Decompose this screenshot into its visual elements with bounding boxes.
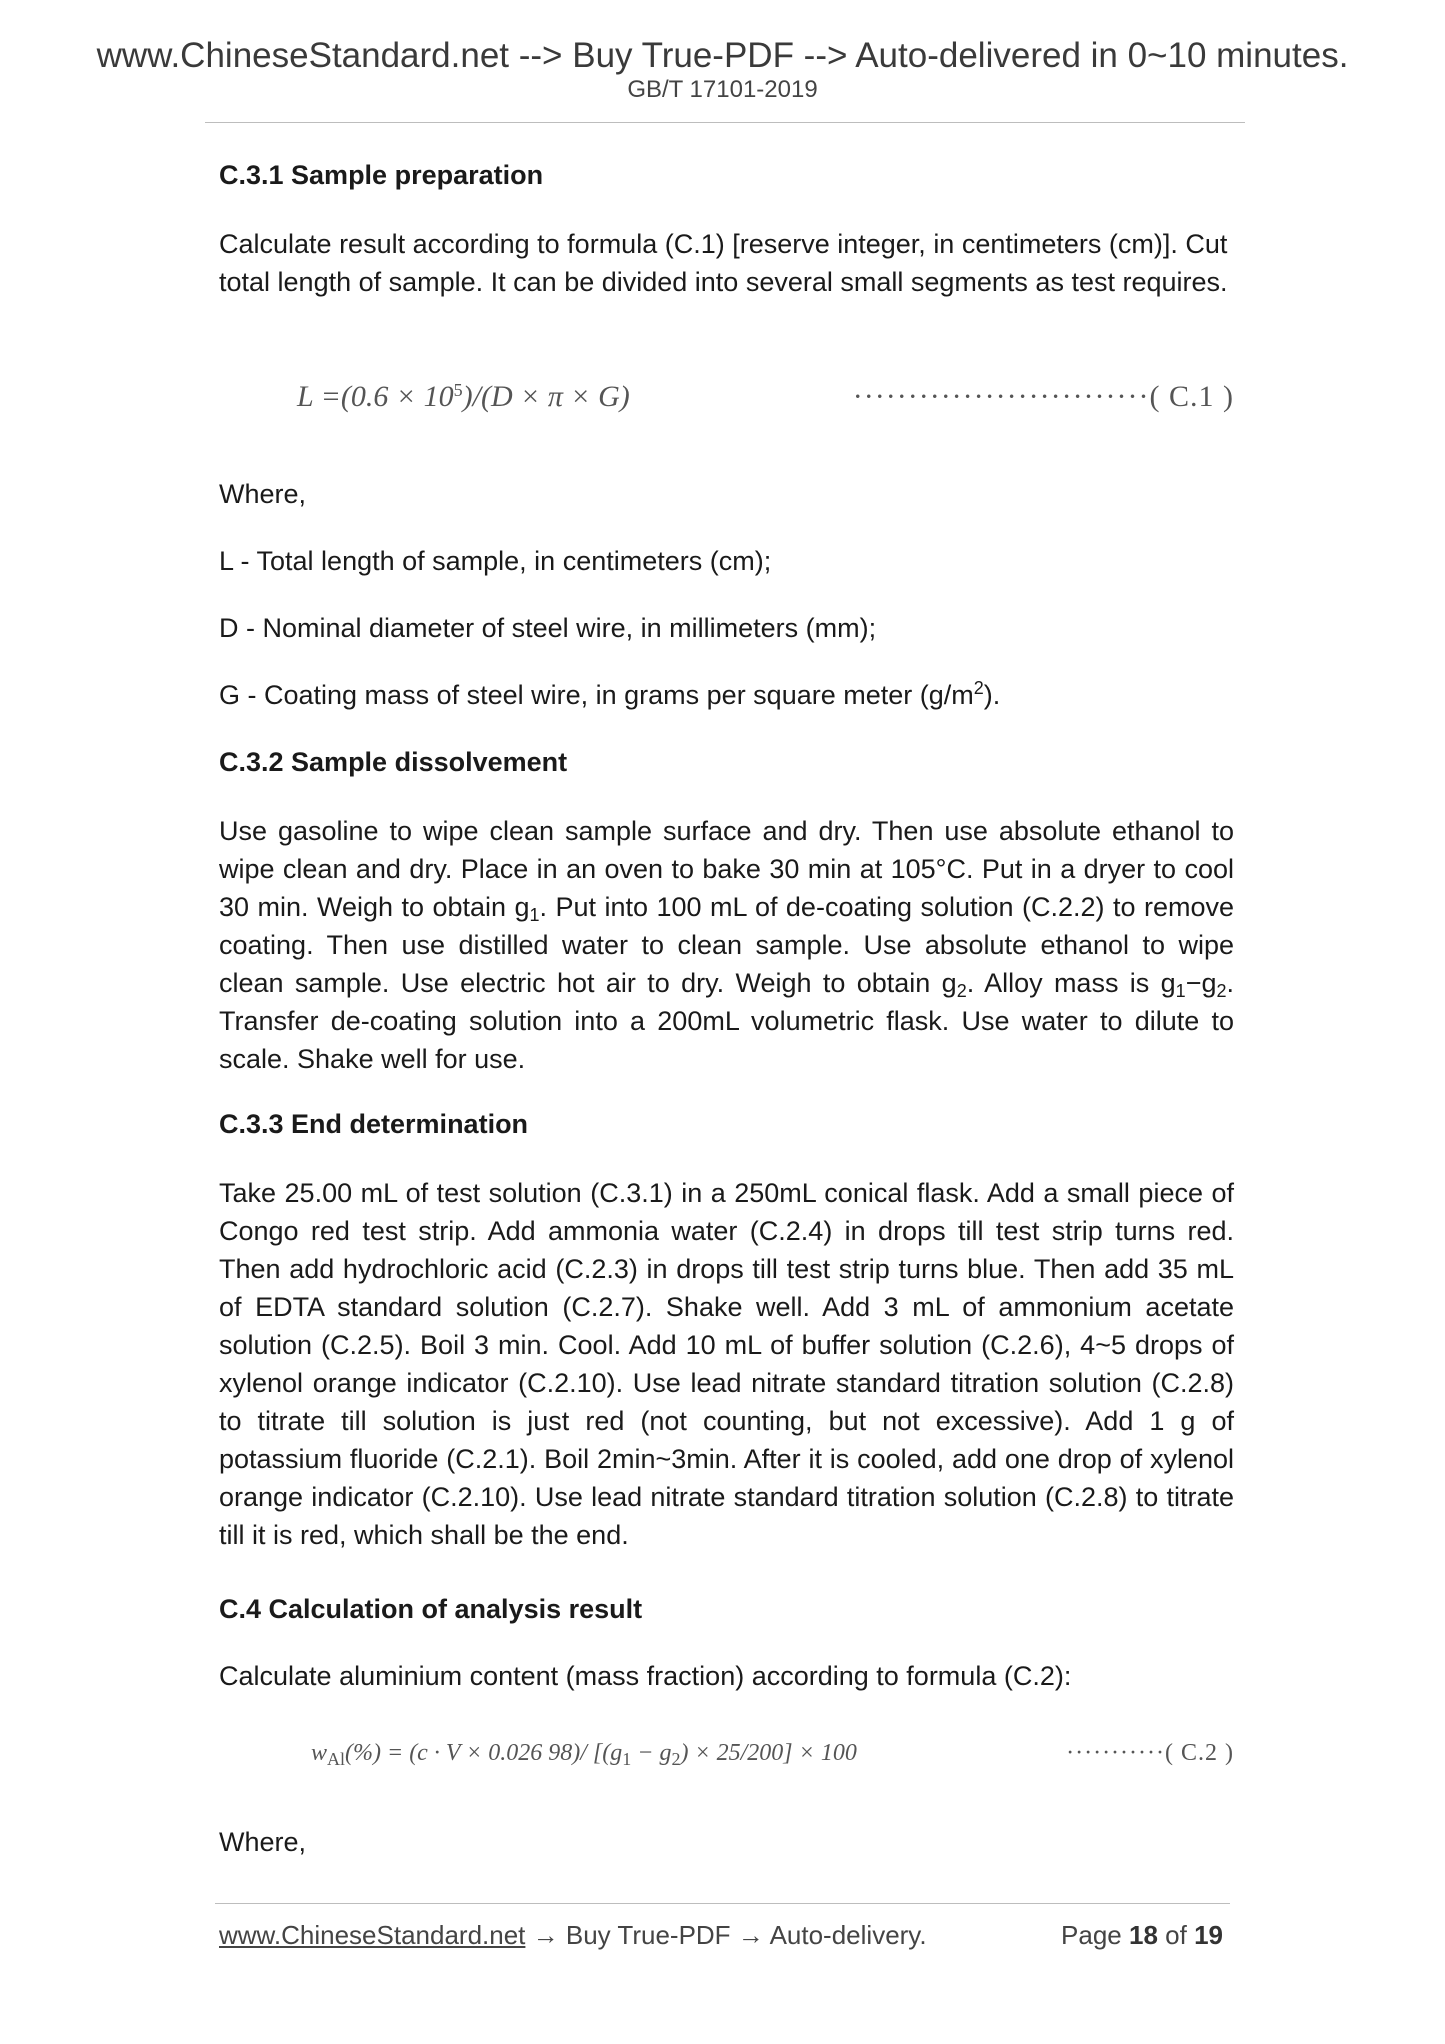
standard-id: GB/T 17101-2019 [627, 76, 818, 103]
site-banner: www.ChineseStandard.net --> Buy True-PDF --> Auto-delivered in 0~10 minutes. [96, 36, 1349, 75]
footer-promo [219, 1920, 927, 1951]
definition-L: L - Total length of sample, in centimeters (cm); [219, 546, 772, 576]
heading-c33: C.3.3 End determination [219, 1109, 529, 1139]
heading-c31: C.3.1 Sample preparation [219, 160, 544, 190]
footer-site-link[interactable]: www.ChineseStandard.net [219, 1920, 526, 1950]
current-page-number: 18 [1129, 1920, 1158, 1950]
header-divider [205, 122, 1245, 123]
definition-D: D - Nominal diameter of steel wire, in millimeters (mm); [219, 613, 877, 643]
heading-c4: C.4 Calculation of analysis result [219, 1594, 643, 1624]
paragraph-c32: Use gasoline to wipe clean sample surface and dry. Then use absolute ethanol to wipe clean and dry. Place in an oven to bake 30 min at 105°C. Put in a dryer to cool 30 min. Weigh to obtain $g_1$. Put into 100 mL of de-coating solution (C.2.2) to remove coating. Then use distilled water to clean sample. Use absolute ethanol to wipe clean sample. Use electric hot air to dry. Weigh to obtain $g_2$. Alloy mass is $g_1-g_2$. Transfer de-coating solution into a 200mL volumetric flask. Use water to dilute to scale. Shake well for use. [219, 816, 1235, 1074]
paragraph-c31: Calculate result according to formula (C.1) [reserve integer, in centimeters (cm)]. Cut total length of sample. It can be divided into several small segments as test requires. [219, 229, 1228, 297]
page-indicator: Page 18 of 19 [1061, 1920, 1223, 1950]
formula-c2-number: ···········( C.2 ) [1066, 1740, 1234, 1766]
footer-divider [215, 1903, 1230, 1904]
formula-c2-expression: $w_{Al}(\%) = (c \cdot V \times 0.026$ 98)/ $[(g_1 - g_2) \times 25/200] \times 100$ [311, 1740, 857, 1769]
total-pages: 19 [1194, 1920, 1223, 1950]
formula-c1-number: ···························( C.1 ) [852, 380, 1234, 413]
heading-c32: C.3.2 Sample dissolvement [219, 747, 568, 777]
where-label-1: Where, [219, 479, 307, 509]
where-label-2: Where, [219, 1827, 307, 1857]
formula-c1-expression: $L =(0.6 \times 10^5)/(D \times \pi \times G)$ [297, 380, 630, 413]
paragraph-c33: Take 25.00 mL of test solution (C.3.1) in a 250mL conical flask. Add a small piece of Congo red test strip. Add ammonia water (C.2.4) in drops till test strip turns red. Then add hydrochloric acid (C.2.3) in drops till test strip turns blue. Then add 35 mL of EDTA standard solution (C.2.7). Shake well. Add 3 mL of ammonium acetate solution (C.2.5). Boil 3 min. Cool. Add 10 mL of buffer solution (C.2.6), 4~5 drops of xylenol orange indicator (C.2.10). Use lead nitrate standard titration solution (C.2.8) to titrate till solution is just red (not counting, but not excessive). Add 1 g of potassium fluoride (C.2.1). Boil 2min~3min. After it is cooled, add one drop of xylenol orange indicator (C.2.10). Use lead nitrate standard titration solution (C.2.8) to titrate till it is red, which shall be the end. [219, 1178, 1234, 1550]
paragraph-c4: Calculate aluminium content (mass fraction) according to formula (C.2): [219, 1661, 1072, 1691]
footer-promo-text: → Buy True-PDF → Auto-delivery. [525, 1920, 927, 1950]
definition-G: G - Coating mass of steel wire, in grams per square meter $(g/m^2)$. [219, 678, 1001, 710]
